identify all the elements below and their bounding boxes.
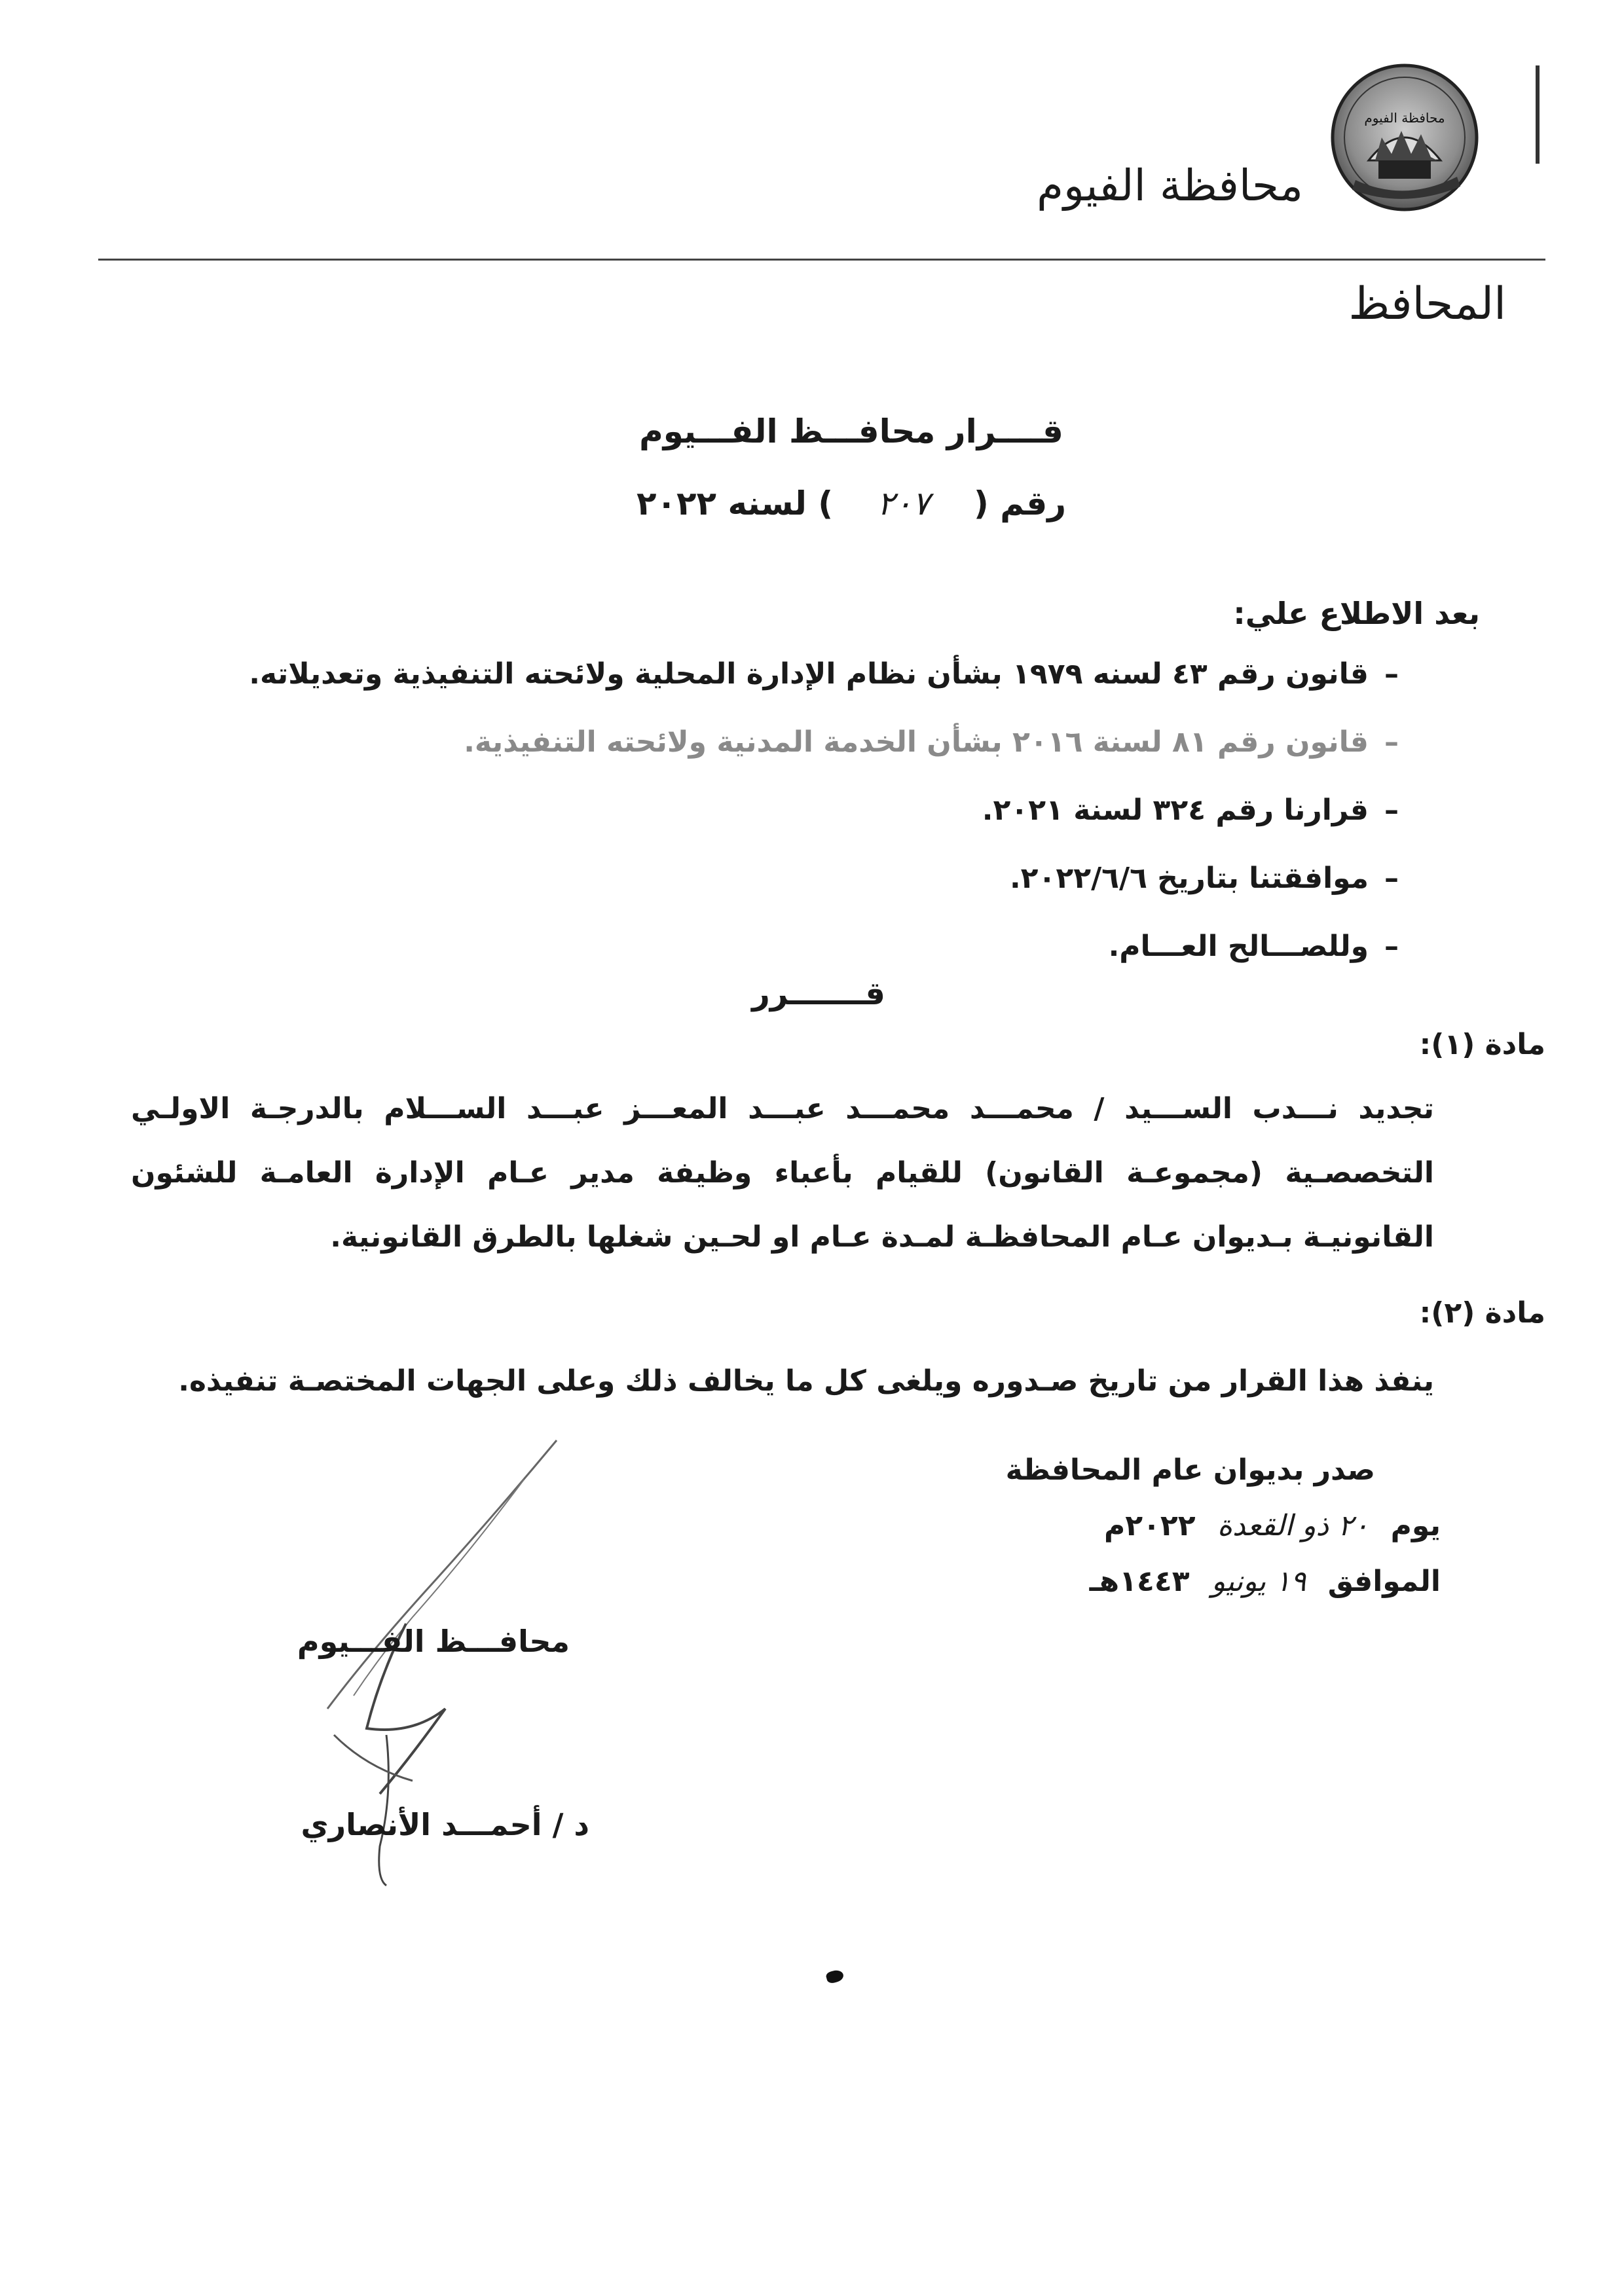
signatory-title: محافـــظ الفـــيوم bbox=[297, 1624, 570, 1659]
issued-at: صدر بديوان عام المحافظة bbox=[1005, 1453, 1375, 1487]
signatory-name: د / أحمـــد الأنصاري bbox=[301, 1807, 589, 1842]
header-divider bbox=[98, 259, 1545, 261]
consideration-item: – موافقتنا بتاريخ ٢٠٢٢/٦/٦. bbox=[131, 856, 1414, 924]
considerations-list bbox=[131, 651, 1414, 992]
article-2-label: مادة (٢): bbox=[1419, 1296, 1545, 1330]
consideration-item: – وللصـــالح العـــام. bbox=[131, 924, 1414, 992]
margin-bar bbox=[1536, 65, 1540, 164]
hijri-date-prefix: الموافق bbox=[1327, 1565, 1441, 1598]
intro-heading: بعد الاطلاع علي: bbox=[1233, 596, 1480, 631]
hijri-date-handwritten: ١٩ يونيو bbox=[1211, 1565, 1306, 1598]
ink-spot bbox=[825, 1969, 845, 1984]
decision-title: قــــرار محافـــظ الفـــيوم bbox=[639, 412, 1063, 450]
seal-inscription: محافظة الفيوم bbox=[1364, 110, 1445, 126]
hijri-date bbox=[851, 1565, 1441, 1598]
decision-number bbox=[458, 484, 1244, 522]
decide-heading: قـــــــرر bbox=[752, 975, 885, 1012]
article-1-body: تجديد نـــدب الســـيد / محمـــد محمـــد عبـــد المعـــز عبـــد الســـلام بالدرجـة الاولـي التخصصـية (مجموعـة القانون) للقيام بأعباء وظيفة مدير عـام الإدارة العامـة للشئون القانونيـة بـديوان عـام المحافظـة لمـدة عـام او لحـين شغلها بالطرق القانونية. bbox=[131, 1092, 1434, 1254]
gregorian-date bbox=[851, 1509, 1441, 1542]
article-1-label: مادة (١): bbox=[1419, 1028, 1545, 1061]
governorate-name: محافظة الفيوم bbox=[1037, 160, 1303, 211]
decision-number-value: ٢٠٧ bbox=[877, 484, 930, 522]
consideration-item: – قرارنا رقم ٣٢٤ لسنة ٢٠٢١. bbox=[131, 788, 1414, 856]
decision-number-suffix: ) لسنه ٢٠٢٢ bbox=[637, 484, 834, 522]
governorate-seal-icon bbox=[1329, 62, 1480, 213]
office-title: المحافظ bbox=[1348, 278, 1506, 330]
consideration-item: – قانون رقم ٤٣ لسنه ١٩٧٩ بشأن نظام الإدارة المحلية ولائحته التنفيذية وتعديلاته. bbox=[131, 651, 1414, 720]
hijri-date-year: ١٤٤٣هـ bbox=[1089, 1565, 1190, 1598]
consideration-item: – قانون رقم ٨١ لسنة ٢٠١٦ بشأن الخدمة المدنية ولائحته التنفيذية. bbox=[131, 720, 1414, 788]
decision-number-prefix: رقم ( bbox=[973, 484, 1066, 522]
gregorian-date-handwritten: ٢٠ ذو القعدة bbox=[1217, 1509, 1369, 1542]
gregorian-date-year: ٢٠٢٢م bbox=[1103, 1509, 1196, 1542]
article-2-body: ينفذ هذا القرار من تاريخ صـدوره ويلغى كل ما يخالف ذلك وعلى الجهات المختصـة تنفيذه. bbox=[178, 1364, 1434, 1398]
gregorian-date-prefix: يوم bbox=[1390, 1509, 1441, 1542]
